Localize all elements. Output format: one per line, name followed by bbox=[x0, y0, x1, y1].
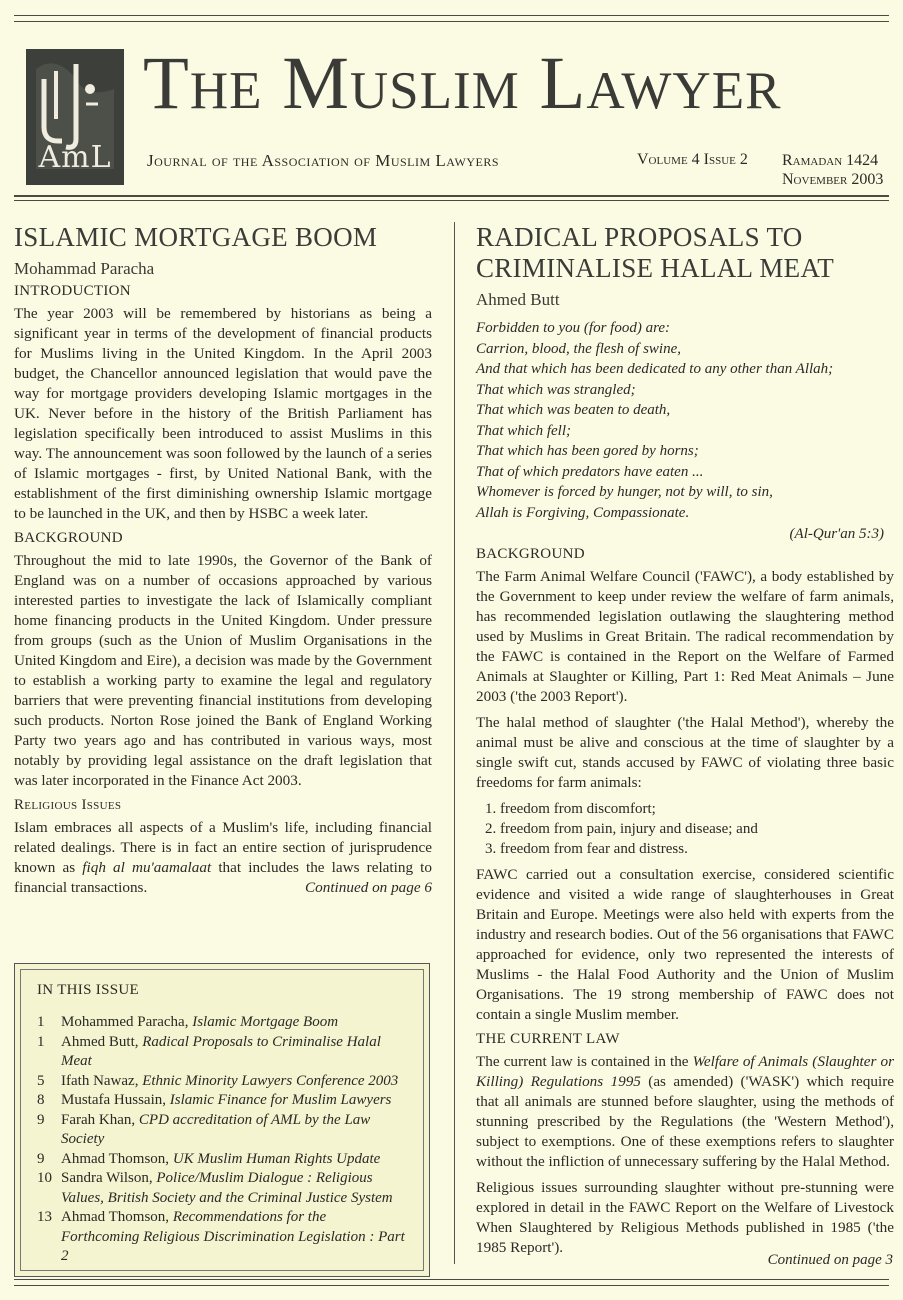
in-this-issue-box bbox=[14, 963, 430, 1277]
contents-entry: Ahmed Butt, Radical Proposals to Criminalise Halal Meat bbox=[61, 1033, 381, 1069]
intro-paragraph: The year 2003 will be remembered by historians as being a significant year in terms of the development of financial products for Muslims living in the United Kingdom. In the April 2003 budget, the Chancellor announced legislation that would pave the way for mortgage providers developing Islamic mortgages in the UK. Never before in the history of the British Parliament has legislation specifically been introduced to assist Muslims in this way. The announcement was soon followed by the launch of a series of Islamic mortgages - first, by United National Bank, with the establishment of the first diminishing ownership Islamic mortgage to be launched in the UK, and then by HSBC a week later. bbox=[14, 305, 432, 522]
contents-item[interactable] bbox=[37, 1150, 407, 1170]
verse-line: That which fell; bbox=[476, 422, 571, 439]
right-article-title: RADICAL PROPOSALS TO CRIMINALISE HALAL MEAT bbox=[476, 222, 835, 283]
right-article-author: Ahmed Butt bbox=[476, 290, 560, 309]
contents-page-number: 9 bbox=[37, 1150, 45, 1167]
contents-page-number: 5 bbox=[37, 1072, 45, 1089]
verse-line: That which was strangled; bbox=[476, 381, 636, 398]
header-rule-2 bbox=[14, 200, 889, 201]
contents-page-number: 8 bbox=[37, 1092, 45, 1108]
verse-line: That of which predators have eaten ... bbox=[476, 463, 704, 480]
list-item: 2. freedom from pain, injury and disease; and bbox=[500, 819, 894, 839]
contents-heading: IN THIS ISSUE bbox=[37, 982, 139, 998]
verse-line: And that which has been dedicated to any other than Allah; bbox=[476, 361, 834, 377]
freedoms-list bbox=[500, 799, 894, 859]
verse-line: That which was beaten to death, bbox=[476, 402, 671, 418]
verse-line: That which has been gored by horns; bbox=[476, 443, 699, 459]
right-article bbox=[476, 222, 894, 1264]
verse-citation: (Al-Qur'an 5:3) bbox=[789, 526, 884, 542]
continued-link-right[interactable]: Continued on page 3 bbox=[767, 1252, 893, 1268]
journal-subtitle: Journal of the Association of Muslim Lawyers bbox=[147, 151, 500, 170]
background-p1: The Farm Animal Welfare Council ('FAWC'), a body established by the Government to keep under review the welfare of farm animals, has recommended legislation outlawing the slaughtering method used by Muslims in Great Britain. The radical recommendation by the FAWC is contained in the Report on the Welfare of Farmed Animals at Slaughter or Killing, Part 1: Red Meat Animals – June 2003 ('the 2003 Report'). bbox=[476, 568, 894, 705]
contents-item[interactable] bbox=[37, 1111, 407, 1150]
contents-item[interactable] bbox=[37, 1033, 407, 1072]
contents-item[interactable] bbox=[37, 1013, 407, 1033]
section-heading-background-right: BACKGROUND bbox=[476, 546, 585, 562]
contents-entry: Mustafa Hussain, Islamic Finance for Muslim Lawyers bbox=[61, 1092, 392, 1108]
list-item: 1. freedom from discomfort; bbox=[500, 799, 894, 819]
contents-entry: Ahmad Thomson, Recommendations for the Forthcoming Religious Discrimination Legislation : Part 2 bbox=[61, 1209, 405, 1264]
contents-entry: Ahmad Thomson, UK Muslim Human Rights Update bbox=[61, 1150, 381, 1167]
left-article-author: Mohammad Paracha bbox=[14, 259, 155, 278]
contents-page-number: 1 bbox=[37, 1033, 45, 1050]
contents-entry: Farah Khan, CPD accreditation of AML by the Law Society bbox=[61, 1111, 371, 1147]
section-heading-current-law: THE CURRENT LAW bbox=[476, 1031, 620, 1047]
issue-date bbox=[782, 151, 883, 189]
religious-issues-paragraph: Islam embraces all aspects of a Muslim's life, including financial related dealings. There is in fact an entire section of jurisprudence known as fiqh al mu'aamalaat that includes the laws relating to financial transactions. Continued on page 6 bbox=[14, 819, 432, 896]
verse-line: Forbidden to you (for food) are: bbox=[476, 320, 670, 336]
contents-entry: Ifath Nawaz, Ethnic Minority Lawyers Conference 2003 bbox=[61, 1072, 399, 1089]
background-p2: The halal method of slaughter ('the Halal Method'), whereby the animal must be alive and conscious at the time of slaughter by a single swift cut, stands accused by FAWC of violating three basic freedoms for farm animals: bbox=[476, 714, 894, 791]
quran-verse bbox=[476, 318, 894, 523]
bottom-rule-2 bbox=[14, 1285, 889, 1286]
logo-text: AmL bbox=[38, 140, 112, 175]
date-gregorian: November 2003 bbox=[782, 171, 884, 188]
volume-issue: Volume 4 Issue 2 bbox=[637, 151, 748, 168]
date-hijri: Ramadan 1424 bbox=[782, 152, 879, 169]
contents-page-number: 9 bbox=[37, 1111, 45, 1128]
column-divider bbox=[454, 222, 455, 1264]
section-heading-introduction: INTRODUCTION bbox=[14, 283, 131, 299]
contents-item[interactable] bbox=[37, 1091, 407, 1111]
background-p3: FAWC carried out a consultation exercise, considered scientific evidence and visited a wide range of slaughterhouses in Great Britain and Europe. Meetings were also held with experts from the industry and research bodies. Out of the 56 organisations that FAWC approached for evidence, only two represented the interests of Muslims - the Halal Food Authority and the Union of Muslim Organisations. The 19 strong membership of FAWC does not contain a single Muslim member. bbox=[476, 866, 894, 1023]
contents-item[interactable] bbox=[37, 1208, 407, 1267]
contents-page-number: 10 bbox=[37, 1170, 52, 1186]
contents-page-number: 13 bbox=[37, 1209, 52, 1225]
left-article bbox=[14, 222, 432, 904]
aml-logo bbox=[26, 49, 124, 185]
contents-entry: Mohammed Paracha, Islamic Mortgage Boom bbox=[61, 1014, 339, 1030]
bottom-rule bbox=[14, 1279, 889, 1280]
contents-item[interactable] bbox=[37, 1169, 407, 1208]
continued-link-left[interactable]: Continued on page 6 bbox=[305, 879, 432, 896]
current-law-p1: The current law is contained in the Welfare of Animals (Slaughter or Killing) Regulations 1995 (as amended) ('WASK') which require that all animals are stunned before slaughter, using the methods of stunning prescribed by the Regulations (the 'Western Method'), subject to exemptions. One of these exemptions refers to slaughter without the infliction of unnecessary suffering by the Halal Method. bbox=[476, 1053, 895, 1170]
header-rule bbox=[14, 195, 889, 197]
section-heading-religious-issues: Religious Issues bbox=[14, 797, 122, 813]
contents-item[interactable] bbox=[37, 1072, 407, 1092]
verse-line: Carrion, blood, the flesh of swine, bbox=[476, 340, 682, 357]
left-article-title: ISLAMIC MORTGAGE BOOM bbox=[14, 222, 378, 252]
verse-line: Whomever is forced by hunger, not by will, to sin, bbox=[476, 484, 773, 500]
current-law-p2: Religious issues surrounding slaughter without pre-stunning were explored in detail in the FAWC Report on the Welfare of Livestock When Slaughtered by Religious Methods published in 1985 ('the 1985 Report'). bbox=[476, 1179, 894, 1256]
top-rule-2 bbox=[14, 21, 889, 22]
contents-entry: Sandra Wilson, Police/Muslim Dialogue : Religious Values, British Society and the Criminal Justice System bbox=[61, 1170, 393, 1206]
top-rule bbox=[14, 15, 889, 16]
section-heading-background: BACKGROUND bbox=[14, 530, 123, 546]
contents-page-number: 1 bbox=[37, 1014, 45, 1030]
contents-list bbox=[37, 1013, 407, 1267]
verse-line: Allah is Forgiving, Compassionate. bbox=[476, 504, 690, 521]
background-paragraph: Throughout the mid to late 1990s, the Governor of the Bank of England was on a number of occasions approached by various interested parties to investigate the lack of Islamically compliant home financing products in the United Kingdom. Under pressure from groups (such as the Union of Muslim Organisations in the United Kingdom and Eire), a decision was made by the Government to establish a working party to examine the legal and regulatory barriers that were preventing financial institutions from developing such products. Norton Rose joined the Bank of England Working Party two years ago and has contributed in various ways, most notably by providing legal assistance on the draft legislation that was later incorporated in the Finance Act 2003. bbox=[14, 552, 432, 789]
page-title: The Muslim Lawyer bbox=[143, 42, 782, 125]
list-item: 3. freedom from fear and distress. bbox=[500, 839, 894, 859]
